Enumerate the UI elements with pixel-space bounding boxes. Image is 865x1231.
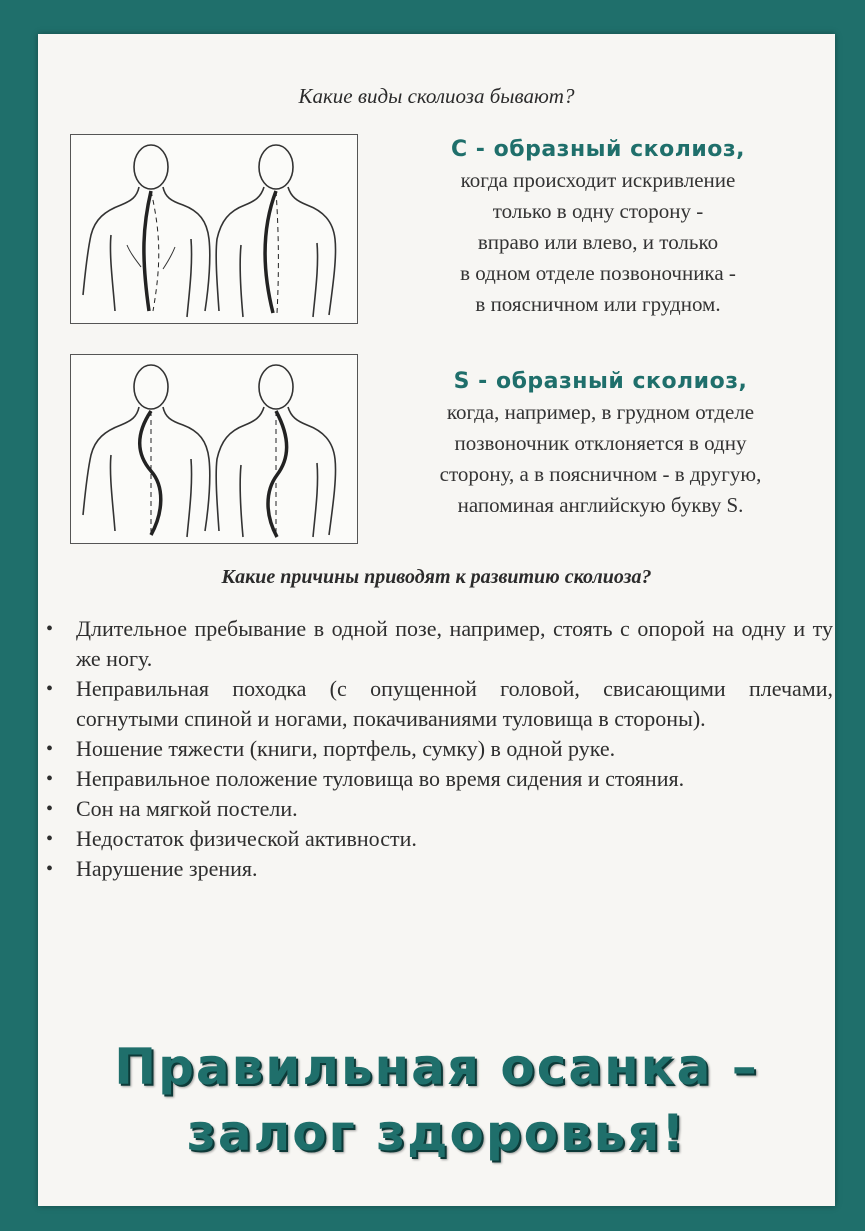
bullet-icon: • (46, 828, 54, 850)
bullet-icon: • (46, 678, 54, 700)
question-types-heading: Какие виды сколиоза бывают? (298, 84, 575, 108)
bullet-icon: • (46, 618, 54, 640)
poster-sheet (38, 34, 835, 1206)
causes-list (38, 614, 835, 884)
s-scoliosis-title: S - образный сколиоз, (453, 369, 748, 394)
c-description-line: в поясничном или грудном. (475, 292, 721, 316)
s-description-line: когда, например, в грудном отделе (446, 400, 755, 424)
cause-text: Недостаток физической активности. (76, 826, 417, 851)
question-causes-heading: Какие причины приводят к развитию сколиоза? (221, 566, 652, 588)
cause-text: Нарушение зрения. (76, 856, 258, 881)
bullet-icon: • (46, 858, 54, 880)
cause-text: Неправильная походка (с опущенной головой, свисающими плечами, согнутыми спиной и ногами, покачиваниями туловища в стороны). (76, 676, 833, 731)
list-item (38, 794, 835, 824)
s-description-line: сторону, а в поясничном - в другую, (439, 462, 762, 486)
c-scoliosis-title: С - образный сколиоз, (451, 137, 745, 162)
c-description-line: вправо или влево, и только (477, 230, 719, 254)
list-item (38, 854, 835, 884)
s-scoliosis-drawing (71, 355, 357, 543)
s-description-line: позвоночник отклоняется в одну (454, 431, 747, 455)
bullet-icon: • (46, 798, 54, 820)
bullet-icon: • (46, 738, 54, 760)
slogan (38, 1034, 835, 1166)
c-description-line: когда происходит искривление (460, 168, 736, 192)
c-description-line: только в одну сторону - (492, 199, 704, 223)
bullet-icon: • (46, 768, 54, 790)
s-description-line: напоминая английскую букву S. (457, 493, 744, 517)
c-scoliosis-drawing (71, 135, 357, 323)
slogan-line-2: залог здоровья! (186, 1104, 687, 1162)
list-item (38, 734, 835, 764)
list-item (38, 764, 835, 794)
list-item (38, 674, 835, 734)
s-scoliosis-description (373, 366, 828, 521)
cause-text: Ношение тяжести (книги, портфель, сумку) в одной руке. (76, 736, 616, 761)
cause-text: Сон на мягкой постели. (76, 796, 298, 821)
cause-text: Неправильное положение туловища во время сидения и стояния. (76, 766, 685, 791)
cause-text: Длительное пребывание в одной позе, например, стоять с опорой на одну и ту же ногу. (76, 616, 833, 671)
s-scoliosis-illustration (70, 354, 358, 544)
c-description-line: в одном отделе позвоночника - (460, 261, 736, 285)
slogan-line-1: Правильная осанка – (114, 1038, 759, 1096)
c-scoliosis-illustration (70, 134, 358, 324)
c-scoliosis-description (378, 134, 818, 320)
list-item (38, 824, 835, 854)
list-item (38, 614, 835, 674)
